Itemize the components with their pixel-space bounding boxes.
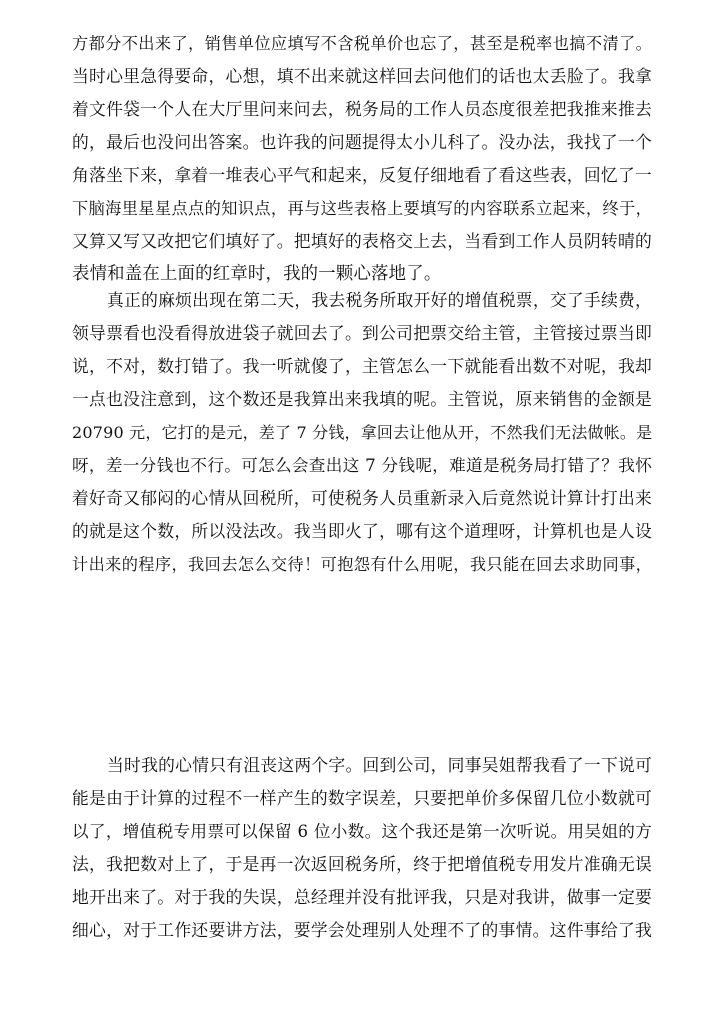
- text-line: 计出来的程序，我回去怎么交待！可抱怨有什么用呢，我只能在回去求助同事，: [72, 555, 652, 574]
- text-line: 的，最后也没问出答案。也许我的问题提得太小儿科了。没办法，我找了一个: [72, 132, 652, 152]
- text-line: 下脑海里星星点点的知识点，再与这些表格上要填写的内容联系立起来，终于，: [72, 199, 652, 218]
- text-line: 方都分不出来了，销售单位应填写不含税单价也忘了，甚至是税率也搞不清了。: [72, 34, 652, 53]
- paragraph-3: [72, 749, 652, 947]
- text-line: 着文件袋一个人在大厅里问来问去，税务局的工作人员态度很差把我推来推去: [72, 99, 652, 119]
- text-line: 法，我把数对上了，于是再一次返回税务所，终于把增值税专用发片准确无误: [72, 854, 652, 874]
- text-line: 当时心里急得要命，心想，填不出来就这样回去问他们的话也太丢脸了。我拿: [72, 66, 652, 86]
- paragraph-1: [72, 27, 652, 291]
- text-line: 呀，差一分钱也不行。可怎么会查出这 7 分钱呢，难道是税务局打错了？我怀: [72, 456, 652, 475]
- text-line: 的就是这个数，所以没法改。我当即火了，哪有这个道理呀，计算机也是人设: [72, 521, 652, 541]
- text-line: 一点也没注意到，这个数还是我算出来我填的呢。主管说，原来销售的金额是: [72, 389, 652, 409]
- text-line: 领导票看也没看得放进袋子就回去了。到公司把票交给主管，主管接过票当即: [72, 323, 652, 343]
- text-line: 说，不对，数打错了。我一听就傻了，主管怎么一下就能看出数不对呢，我却: [72, 356, 652, 376]
- text-line: 地开出来了。对于我的失误，总经理并没有批评我，只是对我讲，做事一定要: [72, 887, 652, 907]
- text-line: 能是由于计算的过程不一样产生的数字误差，只要把单价多保留几位小数就可: [72, 788, 652, 808]
- text-line: 真正的麻烦出现在第二天，我去税务所取开好的增值税票，交了手续费，: [107, 290, 652, 310]
- text-line: 角落坐下来，拿着一堆表心平气和起来，反复仔细地看了看这些表，回忆了一: [72, 165, 652, 185]
- text-line: 又算又写又改把它们填好了。把填好的表格交上去，当看到工作人员阴转晴的: [72, 231, 652, 251]
- text-line: 着好奇又郁闷的心情从回税所，可使税务人员重新录入后竟然说计算计打出来: [72, 488, 652, 508]
- paragraph-2: [72, 284, 652, 581]
- text-line: 表情和盖在上面的红章时，我的一颗心落地了。: [72, 264, 442, 284]
- text-line: 20790 元，它打的是元，差了 7 分钱，拿回去让他从开，不然我们无法做帐。是: [72, 423, 653, 442]
- text-line: 当时我的心情只有沮丧这两个字。回到公司，同事吴姐帮我看了一下说可: [107, 755, 652, 775]
- text-line: 细心，对于工作还要讲方法，要学会处理别人处理不了的事情。这件事给了我: [72, 920, 652, 940]
- text-line: 以了，增值税专用票可以保留 6 位小数。这个我还是第一次听说。用吴姐的方: [72, 822, 652, 841]
